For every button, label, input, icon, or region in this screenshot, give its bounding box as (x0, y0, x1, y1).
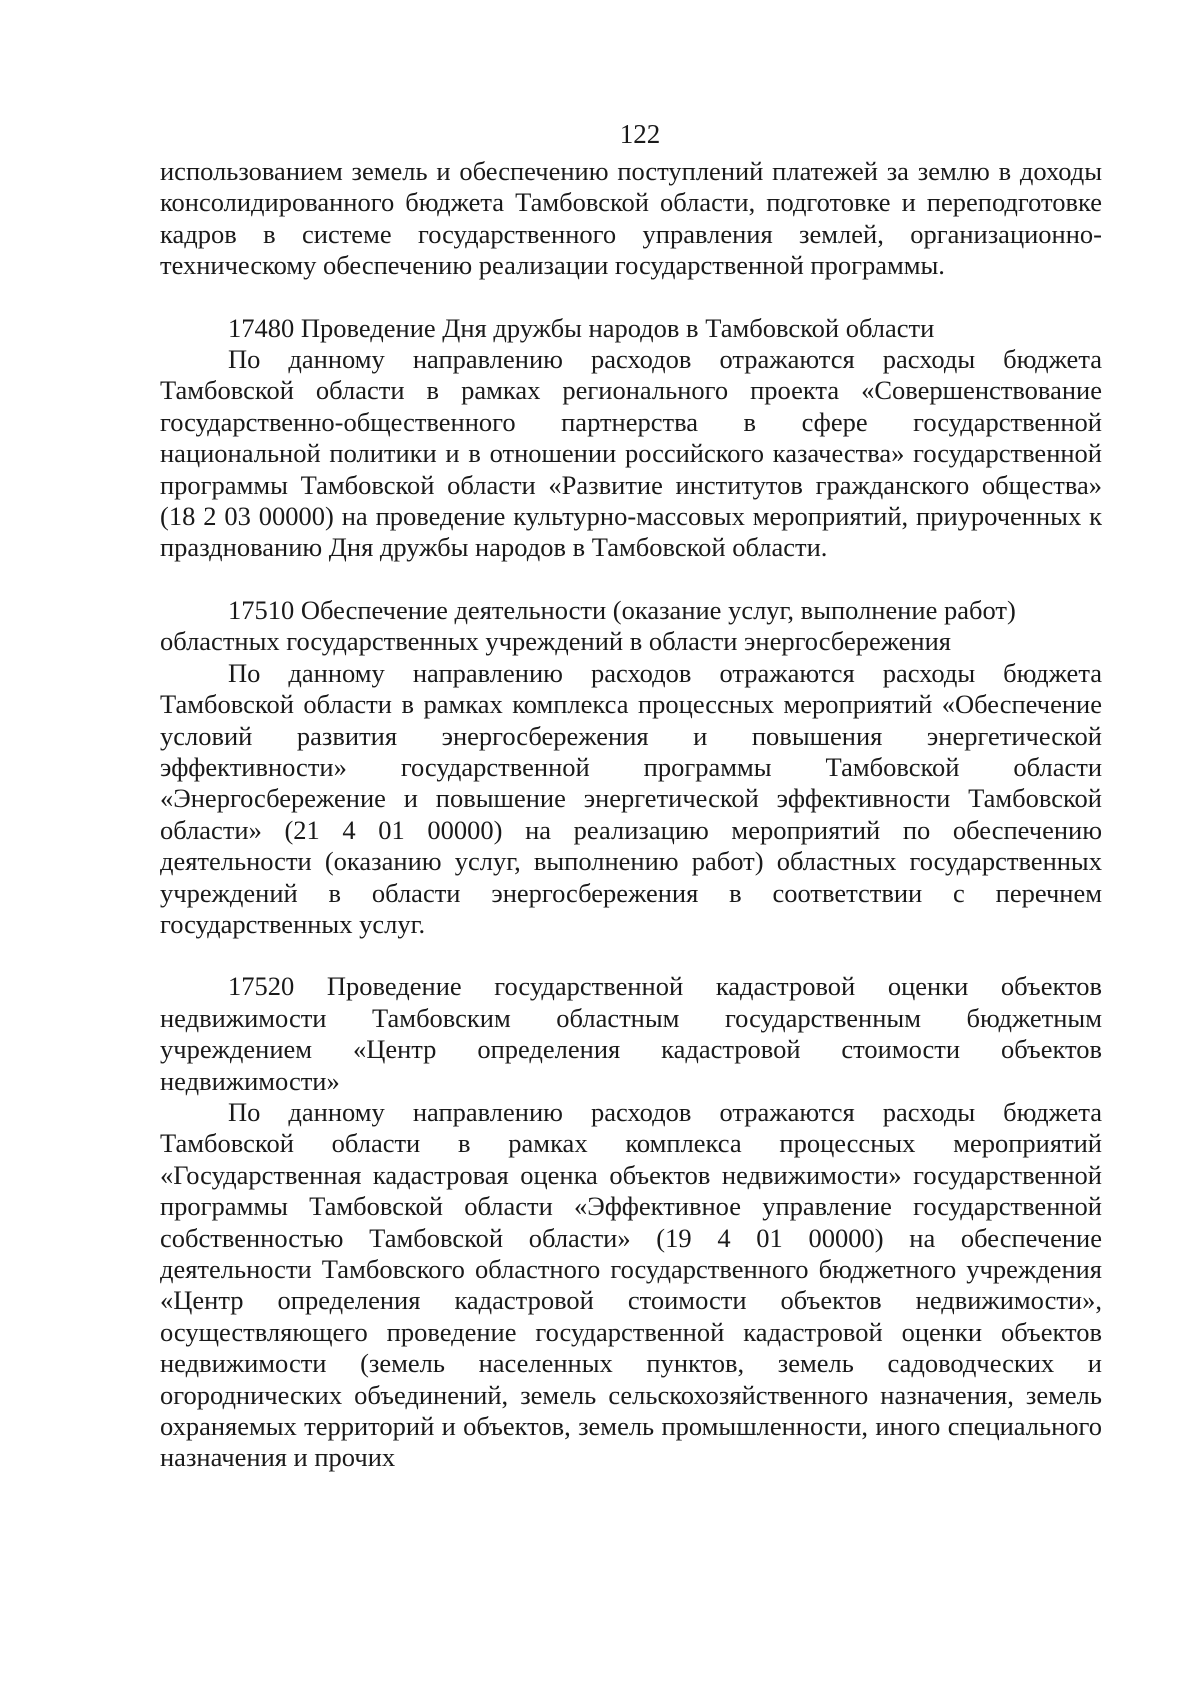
section-heading: 17520 Проведение государственной кадастровой оценки объектов недвижимости Тамбовским областным государственным бюджетным учреждением «Центр определения кадастровой стоимости объектов недвижимости» (160, 971, 1102, 1096)
section-17510 (160, 595, 1102, 940)
section-body: По данному направлению расходов отражаются расходы бюджета Тамбовской области в рамках регионального проекта «Совершенствование государственно-общественного партнерства в сфере государственной национальной политики и в отношении российского казачества» государственной программы Тамбовской области «Развитие институтов гражданского общества» (18 2 03 00000) на проведение культурно-массовых мероприятий, приуроченных к празднованию Дня дружбы народов в Тамбовской области. (160, 344, 1102, 563)
document-page (160, 118, 1102, 1474)
section-heading: 17510 Обеспечение деятельности (оказание услуг, выполнение работ) областных государственных учреждений в области энергосбережения (160, 594, 1016, 657)
intro-paragraph: использованием земель и обеспечению поступлений платежей за землю в доходы консолидированного бюджета Тамбовской области, подготовке и переподготовке кадров в системе государственного управления землей, организационно-техническому обеспечению реализации государственной программы. (160, 156, 1102, 281)
section-heading: 17480 Проведение Дня дружбы народов в Тамбовской области (228, 312, 935, 343)
section-body: По данному направлению расходов отражаются расходы бюджета Тамбовской области в рамках комплекса процессных мероприятий «Обеспечение условий развития энергосбережения и повышения энергетической эффективности» государственной программы Тамбовской области «Энергосбережение и повышение энергетической эффективности Тамбовской области» (21 4 01 00000) на реализацию мероприятий по обеспечению деятельности (оказанию услуг, выполнению работ) областных государственных учреждений в области энергосбережения в соответствии с перечнем государственных услуг. (160, 657, 1102, 939)
intro-block (160, 156, 1102, 282)
section-17520 (160, 971, 1102, 1474)
section-body: По данному направлению расходов отражаются расходы бюджета Тамбовской области в рамках комплекса процессных мероприятий «Государственная кадастровая оценка объектов недвижимости» государственной программы Тамбовской области «Эффективное управление государственной собственностью Тамбовской области» (19 4 01 00000) на обеспечение деятельности Тамбовского областного государственного бюджетного учреждения «Центр определения кадастровой стоимости объектов недвижимости», осуществляющего проведение государственной кадастровой оценки объектов недвижимости (земель населенных пунктов, земель садоводческих и огороднических объединений, земель сельскохозяйственного назначения, земель охраняемых территорий и объектов, земель промышленности, иного специального назначения и прочих (160, 1096, 1102, 1473)
page-number: 122 (619, 119, 661, 149)
section-17480 (160, 313, 1102, 564)
